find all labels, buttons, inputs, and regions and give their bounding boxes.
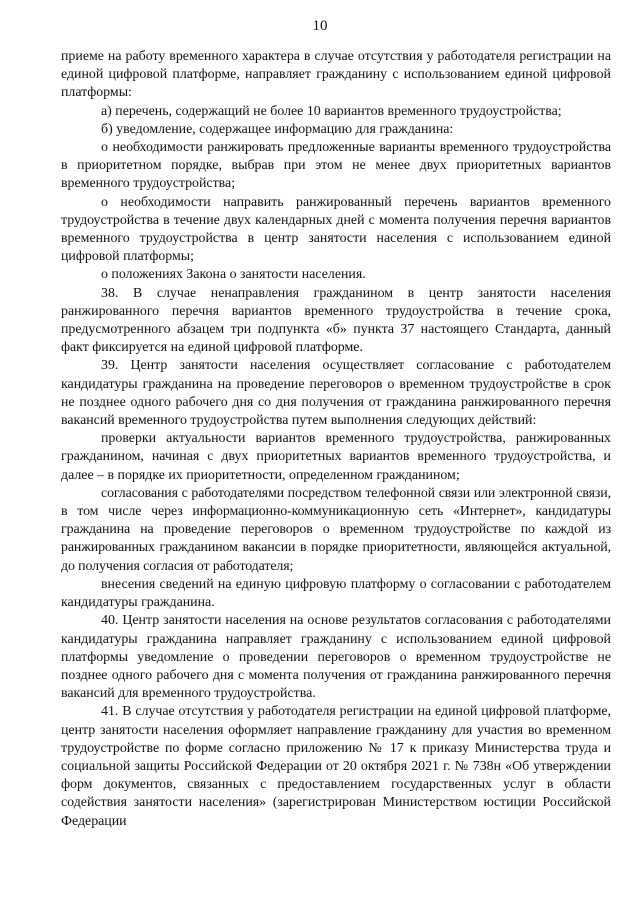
page-number: 10: [312, 18, 328, 34]
paragraph-39-check: проверки актуальности вариантов временного трудоустройства, ранжированных гражданином, начиная с двух приоритетных вариантов временного трудоустройства, и далее – в порядке их приоритетности, определенном гражданином;: [61, 431, 611, 483]
paragraph-item-b: б) уведомление, содержащее информацию для гражданина:: [101, 121, 454, 137]
paragraph-39-entry: внесения сведений на единую цифровую платформу о согласовании с работодателем кандидатуры гражданина.: [61, 576, 611, 611]
paragraph-law-notice: о положениях Закона о занятости населения.: [101, 267, 366, 283]
paragraph-40: 40. Центр занятости населения на основе результатов согласования с работодателями кандидатуры гражданина направляет гражданину с использованием единой цифровой платформы уведомление о проведении переговоров о временном трудоустройстве не позднее одного рабочего дня с момента получения от гражданина ранжированного перечня вакансий для временного трудоустройства.: [61, 613, 611, 702]
paragraph-39: 39. Центр занятости населения осуществляет согласование с работодателем кандидатуры гражданина на проведение переговоров о временном трудоустройстве в срок не позднее одного рабочего дня со дня получения от гражданина ранжированного перечня вакансий временного трудоустройства путем выполнения следующих действий:: [61, 358, 611, 429]
paragraph-item-a: а) перечень, содержащий не более 10 вариантов временного трудоустройства;: [101, 103, 562, 119]
paragraph-send-notice: о необходимости направить ранжированный перечень вариантов временного трудоустройства в течение двух календарных дней с момента получения перечня вариантов временного трудоустройства в центр занятости населения с использованием единой цифровой платформы;: [61, 194, 611, 265]
paragraph-39-agreement: согласования с работодателями посредством телефонной связи или электронной связи, в том числе через информационно-коммуникационную сеть «Интернет», кандидатуры гражданина на проведение переговоров о временном трудоустройстве по каждой из ранжированных гражданином вакансии в порядке приоритетности, являющейся актуальной, до получения согласия от работодателя;: [61, 485, 611, 574]
paragraph-ranking-notice: о необходимости ранжировать предложенные варианты временного трудоустройства в приоритетном порядке, выбрав при этом не менее двух приоритетных вариантов временного трудоустройства;: [61, 140, 611, 192]
paragraph-41: 41. В случае отсутствия у работодателя регистрации на единой цифровой платформе, центр занятости населения оформляет направление гражданину для участия во временном трудоустройстве по форме согласно приложению № 17 к приказу Министерства труда и социальной защиты Российской Федерации от 20 октября 2021 г. № 738н «Об утверждении форм документов, связанных с предоставлением государственных услуг в области содействия занятости населения» (зарегистрирован Министерством юстиции Российской Федерации: [61, 704, 611, 829]
document-body: [61, 48, 611, 831]
paragraph-continuation: приеме на работу временного характера в случае отсутствия у работодателя регистрации на единой цифровой платформе, направляет гражданину с использованием единой цифровой платформы:: [61, 49, 611, 101]
paragraph-38: 38. В случае ненаправления гражданином в центр занятости населения ранжированного перечня вариантов временного трудоустройства в течение срока, предусмотренного абзацем три подпункта «б» пункта 37 настоящего Стандарта, данный факт фиксируется на единой цифровой платформе.: [61, 285, 611, 356]
